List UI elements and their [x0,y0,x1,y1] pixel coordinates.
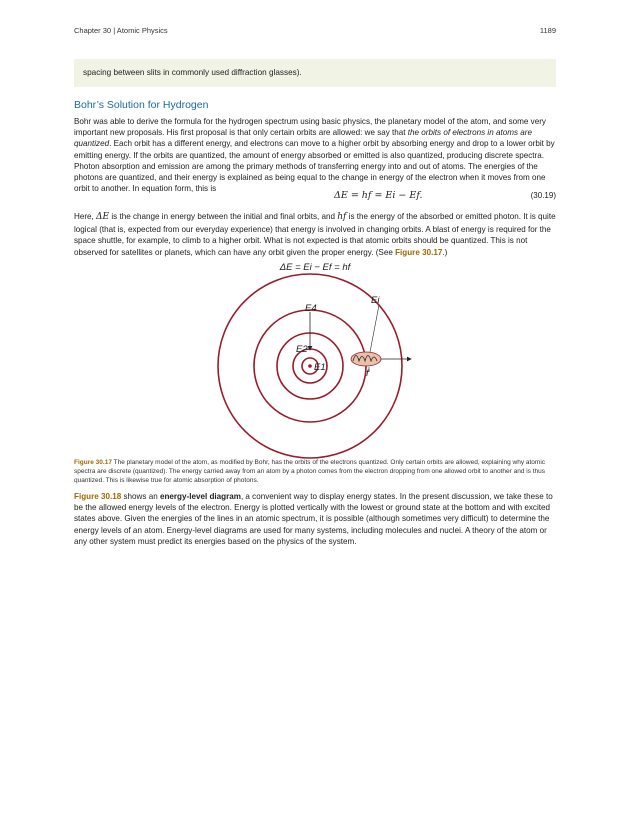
label-f: f [366,368,369,379]
p2-text-b: is the change in energy between the initial and final orbits, and [109,212,338,221]
p2-text-d: .) [442,247,448,257]
symbol-delta-e: ΔE [96,212,110,222]
figure-caption [74,458,556,485]
ei-pointer [370,305,379,352]
p2-text-a: Here, [74,212,97,221]
label-e1: E1 [314,362,326,373]
label-e2: E2 [296,344,308,355]
section-title: Bohr’s Solution for Hydrogen [74,99,209,111]
label-ei: Ei [371,295,380,306]
term-energy-level-diagram: energy-level diagram [159,492,241,501]
caption-text: The planetary model of the atom, as modified by Bohr, has the orbits of the electrons quantized. Only certain orbits are allowed, explaining why atomic spectra are discrete (quantized). The energy carried away from an atom by a photon comes from the electron dropping from one allowed orbit to another and is thus quantized. This is likewise true for atomic absorption of photons. [74,459,546,484]
p1-text-b: . Each orbit has a different energy, and electrons can move to a higher orbit by absorbing energy and drop to a lower orbit by emitting energy. If the orbits are quantized, the amount of energy absorbed or emitted is also quantized, producing discrete spectra. Photon absorption and emission are among the primary methods of transferring energy into and out of atoms. The energies of the photons are quantized, and their energy is explained as being equal to the change in energy of the electron when it moves from one orbit to another. In equation form, this is [74,139,555,194]
nucleus [308,364,312,368]
page-number: 1189 [539,26,556,35]
equation-number: (30.19) [530,191,556,200]
caption-label: Figure 30.17 [74,459,112,466]
p3-text-b: , a convenient way to display energy states. In the present discussion, we take these to be the allowed energy levels of the electron. Energy is plotted vertically with the lowest or ground state at the bottom and with excited states above. Given the energies of the lines in an atomic spectrum, it is possible (although sometimes very difficult) to determine the energy levels of an atom. Energy-level diagrams are used for many systems, including molecules and nuclei. A theory of the atom or any other system must predict its energies based on the physics of the system. [74,492,553,546]
running-header-chapter: Chapter 30 | Atomic Physics [74,26,168,35]
figure-30-18-link[interactable]: Figure 30.18 [74,492,122,501]
paragraph-energy-level [74,491,556,547]
p1-emphasis: the orbits of electrons in atoms are quantized [74,128,532,149]
figure-title: ΔE = Ei − Ef = hf [279,262,351,273]
note-text: spacing between slits in commonly used diffraction glasses). [83,68,302,77]
label-e4: E4 [305,303,317,314]
equation-math: ΔE = hf = Ei − Ef. [334,190,423,201]
p3-text-a: shows an [121,492,160,501]
symbol-hf: hf [337,212,347,222]
p2-text-c: is the energy of the absorbed or emitted photon. It is quite logical (that is, expected from our everyday experience) that energy is involved in changing orbits. A blast of energy is required for the space shuttle, for example, to climb to a higher orbit. What is not expected is that atomic orbits should be quantized. This is not observed for satellites or planets, which can have any orbit given the proper energy. (See [74,212,556,257]
figure-30-17-link[interactable]: Figure 30.17 [395,247,443,257]
p1-text-a: Bohr was able to derive the formula for the hydrogen spectrum using basic physics, the planetary model of the atom, and some very important new proposals. His first proposal is that only certain orbits are allowed: we say that [74,117,546,138]
